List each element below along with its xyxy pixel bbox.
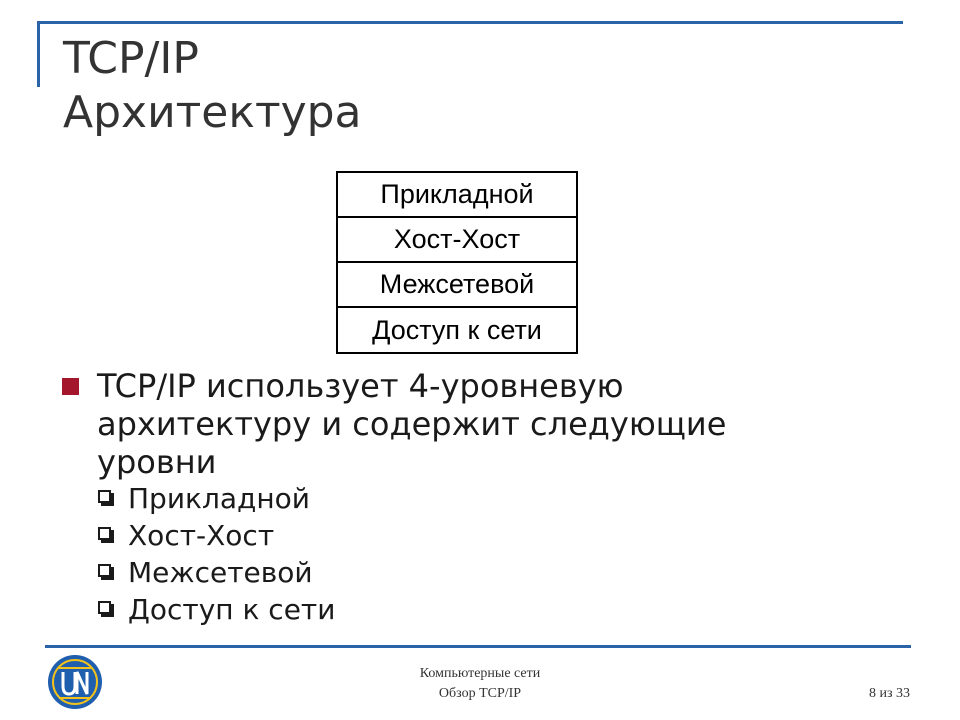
square-bullet-icon <box>62 378 79 395</box>
checkbox-bullet-icon <box>98 564 111 577</box>
university-logo-icon <box>47 654 103 710</box>
layer-application: Прикладной <box>338 173 576 218</box>
sub-list <box>96 480 335 628</box>
layer-stack-diagram <box>336 171 578 354</box>
slide-title <box>63 32 362 140</box>
top-rule <box>37 21 903 24</box>
checkbox-bullet-icon <box>98 490 111 503</box>
footer-course: Компьютерные сети <box>419 666 541 681</box>
footer-center <box>330 664 630 704</box>
list-item-label: Прикладной <box>128 482 310 515</box>
layer-network-access: Доступ к сети <box>372 314 542 345</box>
list-item-label: Доступ к сети <box>128 593 336 626</box>
list-item <box>96 591 335 628</box>
list-item <box>96 554 335 591</box>
title-line-2: Архитектура <box>63 87 362 138</box>
list-item <box>96 480 335 517</box>
list-item-label: Хост-Хост <box>128 519 275 552</box>
page-number: 8 из 33 <box>868 686 910 701</box>
main-bullet <box>62 367 842 481</box>
main-bullet-text: TCP/IP использует 4-уровневую архитектуру и содержит следующие уровни <box>97 367 727 481</box>
title-line-1: TCP/IP <box>63 33 199 84</box>
checkbox-bullet-icon <box>98 601 111 614</box>
checkbox-bullet-icon <box>98 527 111 540</box>
list-item-label: Межсетевой <box>128 556 313 589</box>
left-rule <box>37 21 40 87</box>
footer-topic: Обзор TCP/IP <box>438 686 522 701</box>
bottom-rule <box>45 645 911 648</box>
layer-host-to-host: Хост-Хост <box>338 218 576 263</box>
layer-internet: Межсетевой <box>338 263 576 308</box>
list-item <box>96 517 335 554</box>
